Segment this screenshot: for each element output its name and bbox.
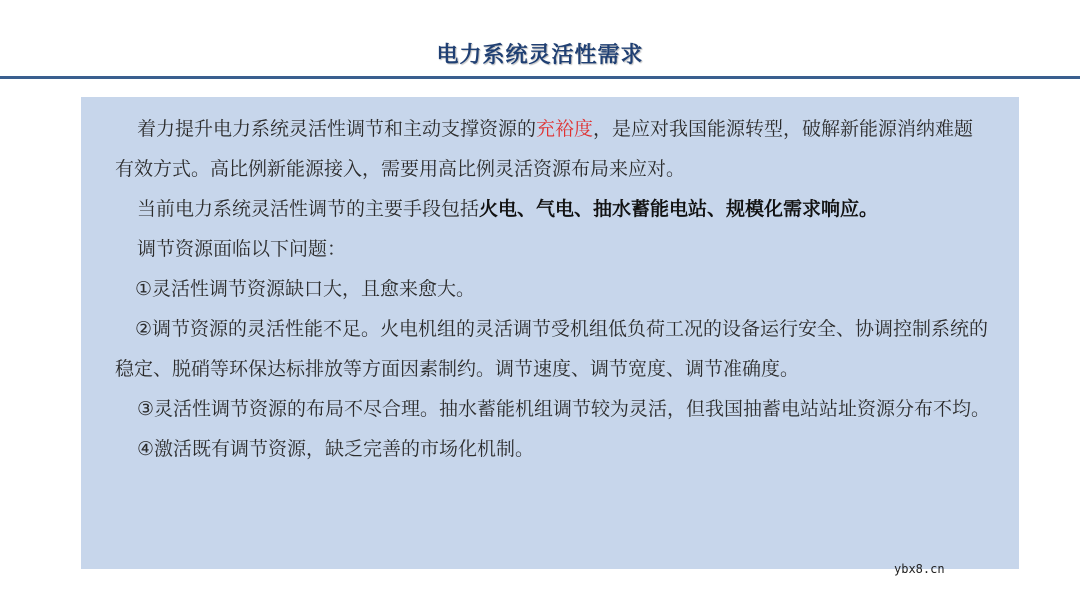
paragraph-1-text-b: ，是应对我国能源转型，破解新能源消纳难题有效方式。高比例新能源接入，需要用高比例灵活资源布局来应对。 xyxy=(115,118,974,180)
paragraph-4: ①灵活性调节资源缺口大，且愈来愈大。 xyxy=(135,278,476,300)
highlight-text: 充裕度 xyxy=(536,118,594,140)
title-divider xyxy=(0,76,1080,79)
slide-title: 电力系统灵活性需求 xyxy=(436,43,644,68)
paragraph-2-text-a: 当前电力系统灵活性调节的主要手段包括 xyxy=(137,198,480,220)
paragraph-7: ④激活既有调节资源，缺乏完善的市场化机制。 xyxy=(137,438,535,460)
watermark: ybx8.cn xyxy=(894,562,945,576)
paragraph-1 xyxy=(115,109,991,189)
paragraph-3: 调节资源面临以下问题： xyxy=(137,238,347,260)
content-box xyxy=(81,97,1019,569)
paragraph-5: ②调节资源的灵活性能不足。火电机组的灵活调节受机组低负荷工况的设备运行安全、协调控制系统的稳定、脱硝等环保达标排放等方面因素制约。调节速度、调节宽度、调节准确度。 xyxy=(115,318,989,380)
paragraph-2 xyxy=(115,189,991,229)
paragraph-1-text-a: 着力提升电力系统灵活性调节和主动支撑资源的 xyxy=(137,118,537,140)
bold-text: 火电、气电、抽水蓄能电站、规模化需求响应。 xyxy=(479,198,879,220)
paragraph-6: ③灵活性调节资源的布局不尽合理。抽水蓄能机组调节较为灵活，但我国抽蓄电站站址资源分布不均。 xyxy=(137,398,991,420)
